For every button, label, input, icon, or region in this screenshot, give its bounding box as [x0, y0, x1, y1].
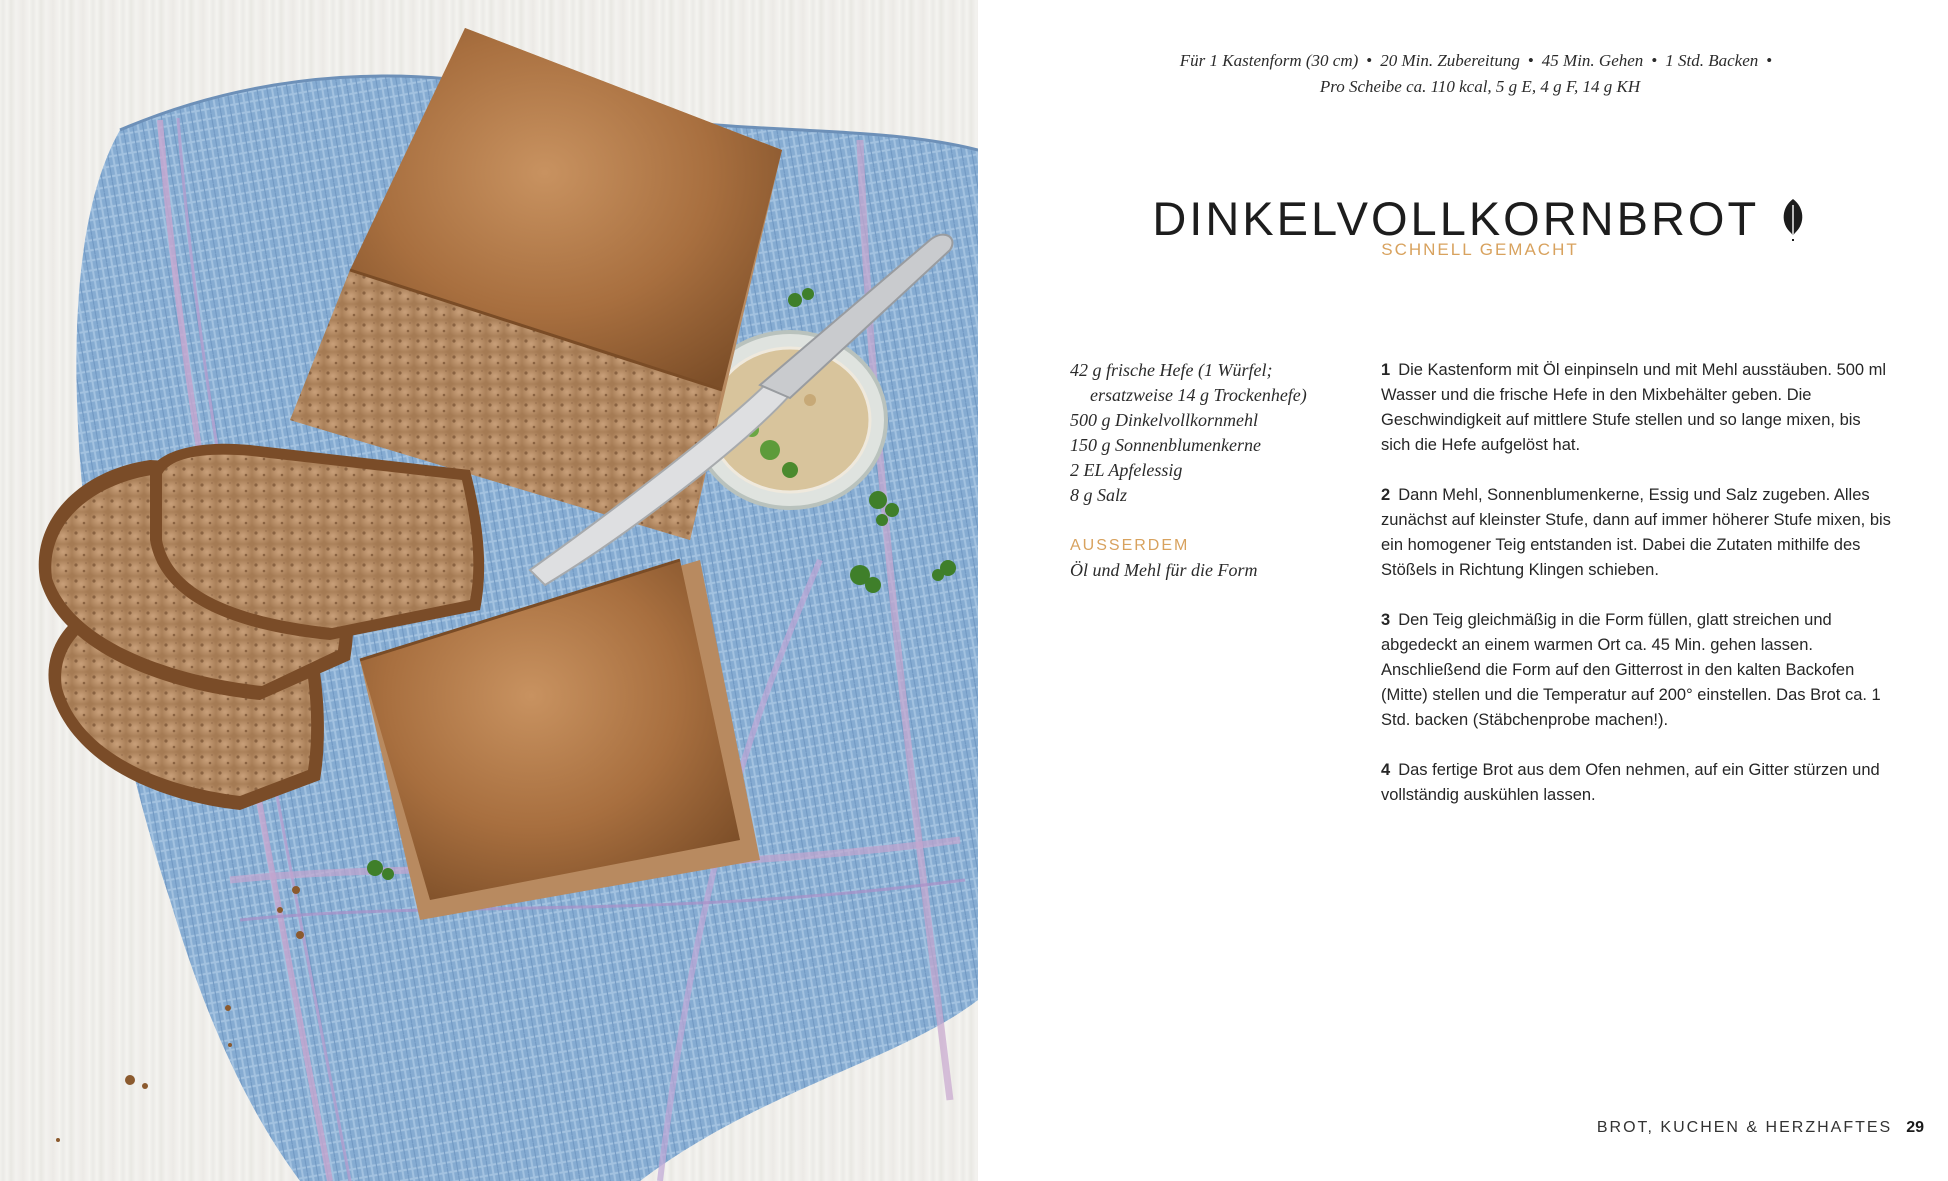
page-number: 29: [1906, 1119, 1924, 1136]
ingredient-item: 150 g Sonnenblumenkerne: [1070, 435, 1261, 455]
section-name: BROT, KUCHEN & HERZHAFTES: [1596, 1119, 1893, 1136]
ingredient-item: 500 g Dinkelvollkornmehl: [1070, 410, 1258, 430]
bullet: •: [1766, 51, 1773, 70]
recipe-tag: SCHNELL GEMACHT: [1381, 240, 1579, 259]
ingredient-item: Öl und Mehl für die Form: [1070, 560, 1258, 580]
bullet: •: [1527, 51, 1534, 70]
bullet: •: [1366, 51, 1373, 70]
recipe-meta: [1090, 48, 1870, 100]
step-text: Den Teig gleichmäßig in die Form füllen, glatt streichen und abgedeckt an einem warmen Ort ca. 45 Min. gehen lassen. Anschließend die Form auf den Gitterrost in den kalten Backofen (Mitte) stellen und die Temperatur auf 200° einstellen. Das Brot ca. 1 Std. backen (Stäbchenprobe machen!).: [1381, 611, 1881, 729]
meta-bake-time: 1 Std. Backen: [1665, 51, 1759, 70]
meta-nutrition: Pro Scheibe ca. 110 kcal, 5 g E, 4 g F, 14 g KH: [1319, 77, 1641, 96]
ingredient-item: 42 g frische Hefe (1 Würfel;: [1070, 360, 1273, 380]
step-number: 1: [1381, 361, 1391, 379]
step-4: [1381, 758, 1891, 808]
meta-rise-time: 45 Min. Gehen: [1541, 51, 1644, 70]
ingredient-item: 8 g Salz: [1070, 485, 1128, 505]
meta-line-1: [1090, 48, 1870, 74]
recipe-title: DINKELVOLLKORNBROT: [1152, 192, 1760, 246]
ingredients-list: [1070, 358, 1350, 583]
leaf-icon: [1778, 197, 1808, 241]
step-2: [1381, 483, 1891, 583]
step-text: Die Kastenform mit Öl einpinseln und mit Mehl ausstäuben. 500 ml Wasser und die frische Hefe in den Mixbehälter geben. Die Geschwindigkeit auf mittlere Stufe stellen und so lange mixen, bis sich die Hefe aufgelöst hat.: [1381, 361, 1887, 454]
meta-yield: Für 1 Kastenform (30 cm): [1179, 51, 1359, 70]
step-number: 4: [1381, 761, 1391, 779]
ingredient-item: ersatzweise 14 g Trockenhefe): [1090, 385, 1307, 405]
title-row: [1090, 160, 1870, 246]
bullet: •: [1651, 51, 1658, 70]
step-text: Dann Mehl, Sonnenblumenkerne, Essig und Salz zugeben. Alles zunächst auf kleinster Stufe, dann auf immer höherer Stufe mixen, bis ein homogener Teig entstanden ist. Dabei die Zutaten mithilfe des Stößels in Richtung Klingen schieben.: [1381, 486, 1891, 579]
meta-prep-time: 20 Min. Zubereitung: [1380, 51, 1520, 70]
extra-ingredients-heading: AUSSERDEM: [1070, 537, 1190, 554]
step-number: 3: [1381, 611, 1391, 629]
step-text: Das fertige Brot aus dem Ofen nehmen, auf ein Gitter stürzen und vollständig auskühlen lassen.: [1381, 761, 1880, 804]
page-footer: [1597, 1119, 1924, 1137]
ingredient-item: 2 EL Apfelessig: [1070, 460, 1183, 480]
step-1: [1381, 358, 1891, 458]
step-3: [1381, 608, 1891, 733]
instructions: [1381, 358, 1891, 833]
step-number: 2: [1381, 486, 1391, 504]
